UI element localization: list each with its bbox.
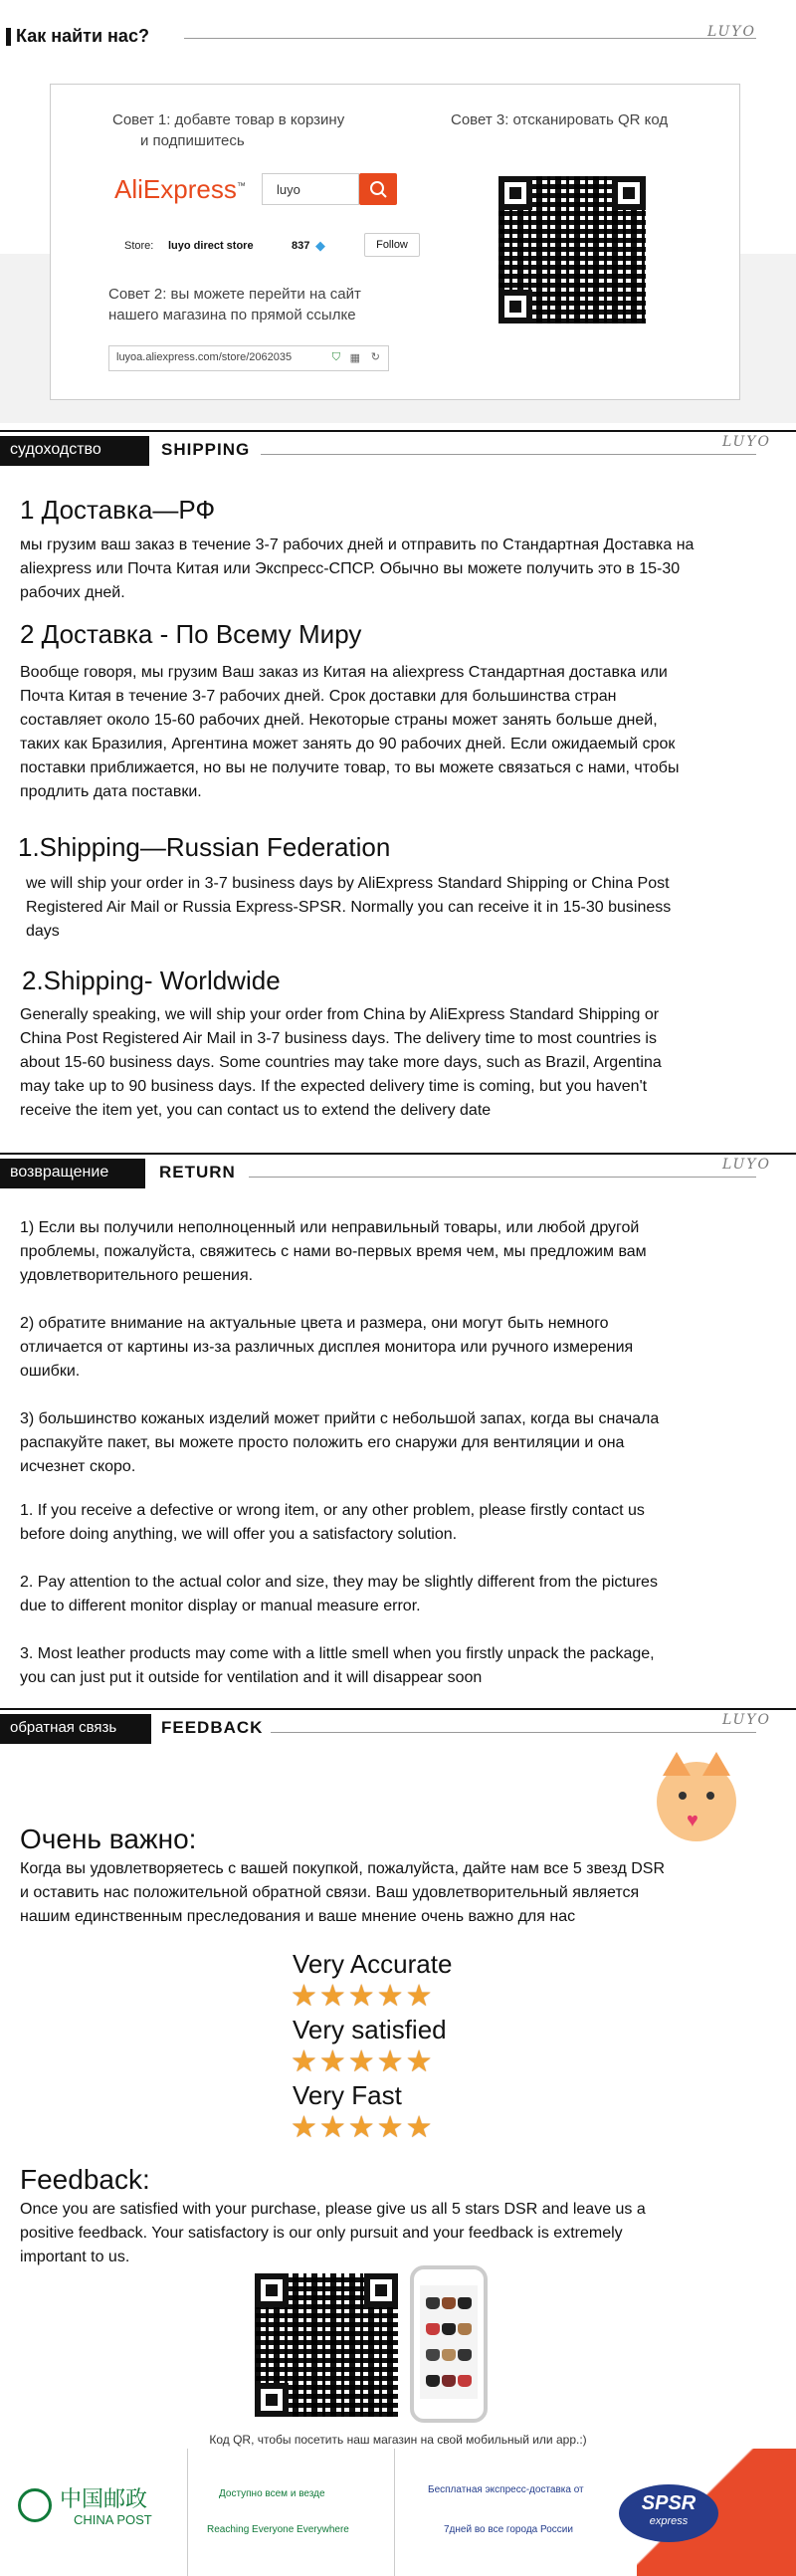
bag-thumbnail: [426, 2349, 440, 2361]
text-line: aliexpress или Почта Китая или Экспресс-СПСР. Обычно вы можете получить это в 15-30: [20, 560, 681, 577]
text-line: Вообще говоря, мы грузим Ваш заказ из Китая на aliexpress Стандартная доставка или: [20, 664, 668, 681]
find-us-header: [0, 0, 796, 50]
store-qr-code: [498, 176, 646, 323]
header-divider: [184, 38, 756, 39]
text-line: таких как Бразилия, Аргентина может занять до 90 рабочих дней. Если ожидаемый срок: [20, 736, 676, 752]
bag-thumbnail: [442, 2323, 456, 2335]
feedback-tag: обратная связь: [0, 1714, 151, 1744]
text-line: important to us.: [20, 2249, 130, 2265]
return-tag: возвращение: [0, 1159, 145, 1188]
text-line: составляет около 15-60 рабочих дней. Некоторые страны может занять больше дней,: [20, 712, 658, 729]
text-line: positive feedback. Your satisfactory is our only pursuit and your feedback is extremely: [20, 2225, 623, 2242]
store-label: Store:: [124, 240, 154, 252]
bag-thumbnail: [442, 2297, 456, 2309]
return-ru3: [20, 1407, 659, 1479]
footer-logos: [0, 2449, 796, 2576]
text-line: мы грузим ваш заказ в течение 3-7 рабочих дней и отправить по Стандартная Доставка на: [20, 537, 695, 553]
text-line: поставки приближается, но вы не получите товар, то вы можете связаться с нами, чтобы: [20, 759, 680, 776]
store-url-bar[interactable]: [108, 345, 389, 371]
text-line: распакуйте пакет, вы можете просто положить его снаружи для вентиляции и она: [20, 1434, 625, 1451]
footer-divider: [394, 2449, 395, 2576]
text-line: Почта Китая в течение 3-7 рабочих дней. Срок доставки для большинства стран: [20, 688, 617, 705]
bag-thumbnail: [426, 2323, 440, 2335]
aliexpress-logo: [114, 174, 246, 205]
rating-label-accurate: Very Accurate: [293, 1949, 453, 1979]
text-line: 3) большинство кожаных изделий может прийти с небольшой запах, когда вы сначала: [20, 1410, 660, 1427]
store-url: luyoa.aliexpress.com/store/2062035: [116, 351, 293, 363]
shipping-en2-text: [20, 1003, 662, 1123]
return-en3: [20, 1642, 655, 1690]
feedback-en-label: FEEDBACK: [161, 1718, 264, 1737]
tip2-line2: нашего магазина по прямой ссылке: [108, 307, 356, 323]
shield-icon: ⛉: [331, 351, 340, 363]
store-name[interactable]: luyo direct store: [168, 240, 254, 252]
shipping-ru2-title: 2 Доставка - По Всему Миру: [20, 619, 362, 649]
text-line: we will ship your order in 3-7 business days by AliExpress Standard Shipping or China Post: [26, 875, 670, 892]
section-topline: [0, 430, 796, 432]
text-line: нашим единственным преследования и ваше мнение очень важно для нас: [20, 1908, 576, 1925]
spsr-logo: [619, 2484, 718, 2542]
rating-label-fast: Very Fast: [293, 2080, 402, 2110]
text-line: 3. Most leather products may come with a little smell when you firstly unpack the package,: [20, 1645, 655, 1662]
find-us-title: Как найти нас?: [16, 26, 149, 46]
text-line: проблемы, пожалуйста, свяжитесь с нами во-первых время чем, мы предложим вам: [20, 1243, 647, 1260]
return-en2: [20, 1571, 658, 1618]
return-ru1: [20, 1216, 647, 1288]
tip3-text: Совет 3: отсканировать QR код: [451, 111, 669, 128]
shipping-en1-title: 1.Shipping—Russian Federation: [18, 832, 391, 862]
qr-small-icon: ▦: [349, 352, 360, 364]
text-line: рабочих дней.: [20, 584, 125, 601]
text-line: may take up to 90 business days. If the expected delivery time is coming, but you haven't: [20, 1078, 648, 1095]
return-ru2: [20, 1312, 633, 1384]
china-post-slogan-en: Reaching Everyone Everywhere: [207, 2524, 349, 2535]
text-line: Generally speaking, we will ship your order from China by AliExpress Standard Shipping or: [20, 1006, 660, 1023]
cat-mascot-icon: [657, 1762, 736, 1841]
qr-corner: [255, 2273, 289, 2307]
qr-corner: [498, 290, 532, 323]
search-button[interactable]: [359, 173, 397, 205]
shipping-ru1-text: [20, 534, 694, 605]
tip1-line2: и подпишитесь: [140, 132, 245, 149]
section-topline: [0, 1708, 796, 1710]
text-line: receive the item yet, you can contact us to extend the delivery date: [20, 1102, 492, 1119]
shipping-en2-title: 2.Shipping- Worldwide: [22, 966, 281, 995]
text-line: due to different monitor display or manual measure error.: [20, 1598, 421, 1614]
shipping-tag: судоходство: [0, 436, 149, 466]
find-us-box: [50, 84, 740, 400]
text-line: before doing anything, we will offer you a satisfactory solution.: [20, 1526, 458, 1543]
mobile-store-qr-code: [255, 2273, 398, 2417]
return-en1: [20, 1499, 645, 1547]
bag-thumbnail: [426, 2375, 440, 2387]
qr-corner: [612, 176, 646, 210]
text-line: 1. If you receive a defective or wrong item, or any other problem, please firstly contact us: [20, 1502, 645, 1519]
section-divider: [261, 454, 756, 455]
bag-thumbnail: [426, 2297, 440, 2309]
cat-eye: [679, 1792, 687, 1800]
feedback-section-header: [0, 1708, 796, 1752]
bag-thumbnail: [458, 2375, 472, 2387]
text-line: исчезнет скоро.: [20, 1458, 136, 1475]
text-line: you can just put it outside for ventilation and it will disappear soon: [20, 1669, 483, 1686]
star-rating-satisfied: ★★★★★: [291, 2045, 435, 2078]
feedback-ru-title: Очень важно:: [20, 1824, 197, 1854]
qr-corner: [498, 176, 532, 210]
china-post-en: CHINA POST: [74, 2512, 152, 2527]
text-line: 1) Если вы получили неполноценный или неправильный товары, или любой другой: [20, 1219, 640, 1236]
spsr-logo-text: SPSR: [641, 2492, 696, 2514]
cat-eye: [706, 1792, 714, 1800]
brand-logo: LUYO: [721, 1157, 771, 1173]
bag-thumbnail: [458, 2349, 472, 2361]
text-line: Once you are satisfied with your purchase, please give us all 5 stars DSR and leave us a: [20, 2201, 646, 2218]
tip1-line1: Совет 1: добавте товар в корзину: [112, 111, 345, 128]
section-topline: [0, 1153, 796, 1155]
text-line: ошибки.: [20, 1363, 81, 1380]
text-line: удовлетворительного решения.: [20, 1267, 254, 1284]
tip2-line1: Совет 2: вы можете перейти на сайт: [108, 286, 361, 303]
shipping-en1-text: [26, 872, 671, 944]
text-line: продлить дата поставки.: [20, 783, 202, 800]
footer-divider: [187, 2449, 188, 2576]
star-rating-fast: ★★★★★: [291, 2111, 435, 2144]
phone-mockup: [410, 2265, 488, 2423]
shipping-ru1-title: 1 Доставка—РФ: [20, 495, 216, 525]
search-input[interactable]: [262, 173, 359, 205]
qr-corner: [255, 2383, 289, 2417]
china-post-cn: 中国邮政: [60, 2487, 148, 2512]
shipping-section-header: [0, 430, 796, 474]
text-line: и оставить нас положительной обратной связи. Ваш удовлетворительный является: [20, 1884, 640, 1901]
aliexpress-wordmark: AliExpress: [114, 174, 237, 204]
header-bar: [6, 28, 11, 46]
bag-thumbnail: [458, 2297, 472, 2309]
brand-logo: LUYO: [721, 1712, 771, 1728]
text-line: Когда вы удовлетворяетесь с вашей покупкой, пожалуйста, дайте нам все 5 звезд DSR: [20, 1860, 666, 1877]
shipping-en-label: SHIPPING: [161, 440, 251, 459]
section-divider: [249, 1177, 756, 1178]
text-line: days: [26, 923, 60, 940]
spsr-slogan-2: 7дней во все города России: [444, 2524, 573, 2535]
star-rating-accurate: ★★★★★: [291, 1980, 435, 2013]
heart-icon: ♥: [687, 1810, 698, 1831]
bag-thumbnail: [442, 2349, 456, 2361]
bag-thumbnail: [442, 2375, 456, 2387]
return-section-header: [0, 1153, 796, 1196]
follow-button[interactable]: Follow: [364, 233, 420, 257]
feedback-ru-text: [20, 1857, 665, 1929]
china-post-emblem-icon: [18, 2488, 52, 2522]
feedback-en-text: [20, 2198, 646, 2269]
brand-logo: LUYO: [706, 24, 756, 40]
qr-caption: Код QR, чтобы посетить наш магазин на свой мобильный или арр.:): [209, 2433, 587, 2447]
section-divider: [271, 1732, 756, 1733]
rating-label-satisfied: Very satisfied: [293, 2015, 447, 2044]
refresh-icon: ↻: [370, 351, 380, 363]
search-value: luyo: [277, 182, 300, 197]
text-line: China Post Registered Air Mail in 3-7 business days. The delivery time to most countries is: [20, 1030, 657, 1047]
text-line: 2. Pay attention to the actual color and size, they may be slightly different from the pictures: [20, 1574, 658, 1591]
cat-ear: [663, 1752, 691, 1776]
feedback-en-title: Feedback:: [20, 2164, 150, 2195]
text-line: about 15-60 business days. Some countries may take more days, such as Brazil, Argentina: [20, 1054, 662, 1071]
store-score: 837: [292, 240, 310, 252]
cat-ear: [702, 1752, 730, 1776]
trademark-mark: ™: [236, 180, 246, 191]
shipping-ru2-text: [20, 661, 679, 804]
text-line: отличается от картины из-за различных дисплея монитора или ручного измерения: [20, 1339, 634, 1356]
bag-thumbnail: [458, 2323, 472, 2335]
diamond-icon: ◆: [315, 238, 325, 253]
qr-corner: [364, 2273, 398, 2307]
text-line: 2) обратите внимание на актуальные цвета и размера, они могут быть немного: [20, 1315, 609, 1332]
search-icon: [359, 173, 397, 205]
spsr-logo-sub: express: [649, 2515, 689, 2527]
phone-screen: [420, 2285, 478, 2399]
china-post-slogan-ru: Доступно всем и везде: [219, 2488, 325, 2499]
brand-logo: LUYO: [721, 434, 771, 450]
spsr-slogan-1: Бесплатная экспресс-доставка от: [428, 2484, 584, 2495]
text-line: Registered Air Mail or Russia Express-SPSR. Normally you can receive it in 15-30 business: [26, 899, 672, 916]
return-en-label: RETURN: [159, 1163, 236, 1181]
